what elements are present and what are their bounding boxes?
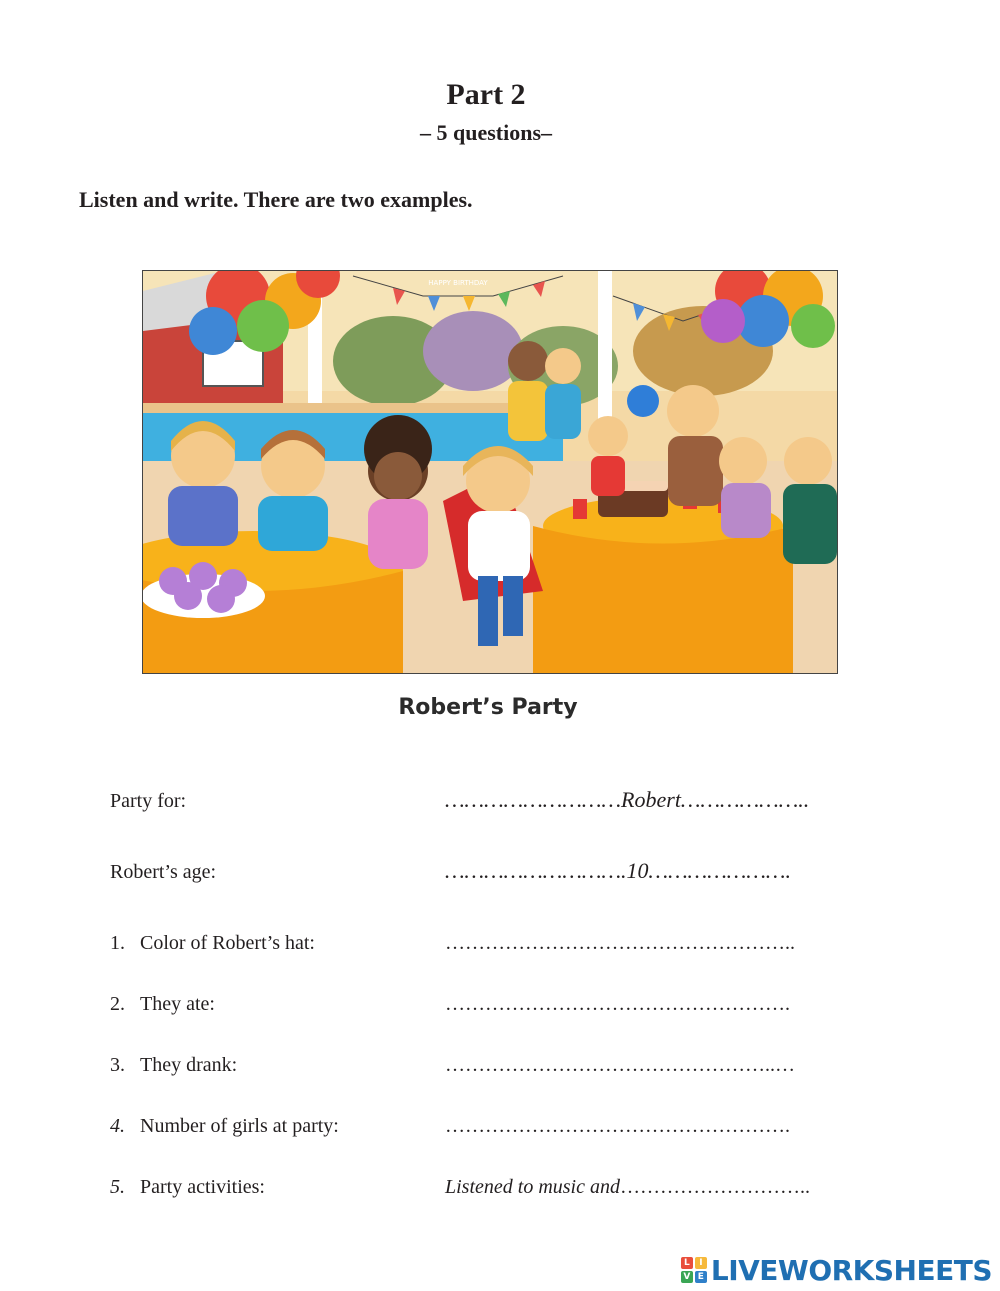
question-number: 1. xyxy=(110,932,125,954)
question-row-5 xyxy=(110,1176,890,1206)
question-row-3 xyxy=(110,1054,890,1084)
logo-letter: V xyxy=(681,1271,693,1283)
question-label: They ate: xyxy=(140,993,215,1015)
example-label: Robert’s age: xyxy=(110,861,217,883)
question-label: Number of girls at party: xyxy=(140,1115,339,1137)
example-row-party-for xyxy=(110,787,890,820)
answer-blank: ……………………….. xyxy=(620,1176,810,1198)
logo-letter: L xyxy=(681,1257,693,1269)
answer-blank: ……………………………………………. xyxy=(445,1115,790,1137)
answer-field[interactable] xyxy=(445,1054,795,1077)
question-label: Party activities: xyxy=(140,1176,265,1198)
answer-field[interactable] xyxy=(445,932,795,955)
liveworksheets-logo xyxy=(681,1253,992,1287)
logo-blocks-icon xyxy=(681,1257,707,1283)
question-label: Color of Robert’s hat: xyxy=(140,932,315,954)
example-answer: ………………………Robert……………….. xyxy=(445,787,810,812)
question-label: They drank: xyxy=(140,1054,238,1076)
banner-text: HAPPY BIRTHDAY xyxy=(428,279,488,287)
illustration-caption: Robert’s Party xyxy=(398,695,578,720)
question-row-2 xyxy=(110,993,890,1023)
answer-blank: …………………………………………..… xyxy=(445,1054,795,1076)
page-title: Part 2 xyxy=(446,78,526,111)
answer-prefix: Listened to music and xyxy=(445,1176,620,1198)
answer-field[interactable] xyxy=(445,1115,790,1138)
answer-blank: ……………………………………………. xyxy=(445,993,790,1015)
question-number: 2. xyxy=(110,993,125,1015)
page-subtitle: – 5 questions– xyxy=(419,120,553,145)
logo-letter: I xyxy=(695,1257,707,1269)
instruction-text: Listen and write. There are two examples. xyxy=(79,187,473,212)
question-row-4 xyxy=(110,1115,890,1145)
question-number: 3. xyxy=(110,1054,125,1076)
answer-field[interactable] xyxy=(445,1176,810,1199)
example-answer: ……………………….10…………………. xyxy=(445,858,791,883)
example-row-age xyxy=(110,858,890,891)
logo-text: LIVEWORKSHEETS xyxy=(710,1253,992,1287)
question-row-1 xyxy=(110,932,890,962)
question-number: 4. xyxy=(110,1115,125,1137)
answer-field[interactable] xyxy=(445,993,790,1016)
logo-letter: E xyxy=(695,1271,707,1283)
example-label: Party for: xyxy=(110,790,187,812)
question-number: 5. xyxy=(110,1176,125,1198)
answer-blank: …………………………………………….. xyxy=(445,932,795,954)
party-illustration xyxy=(142,270,838,674)
